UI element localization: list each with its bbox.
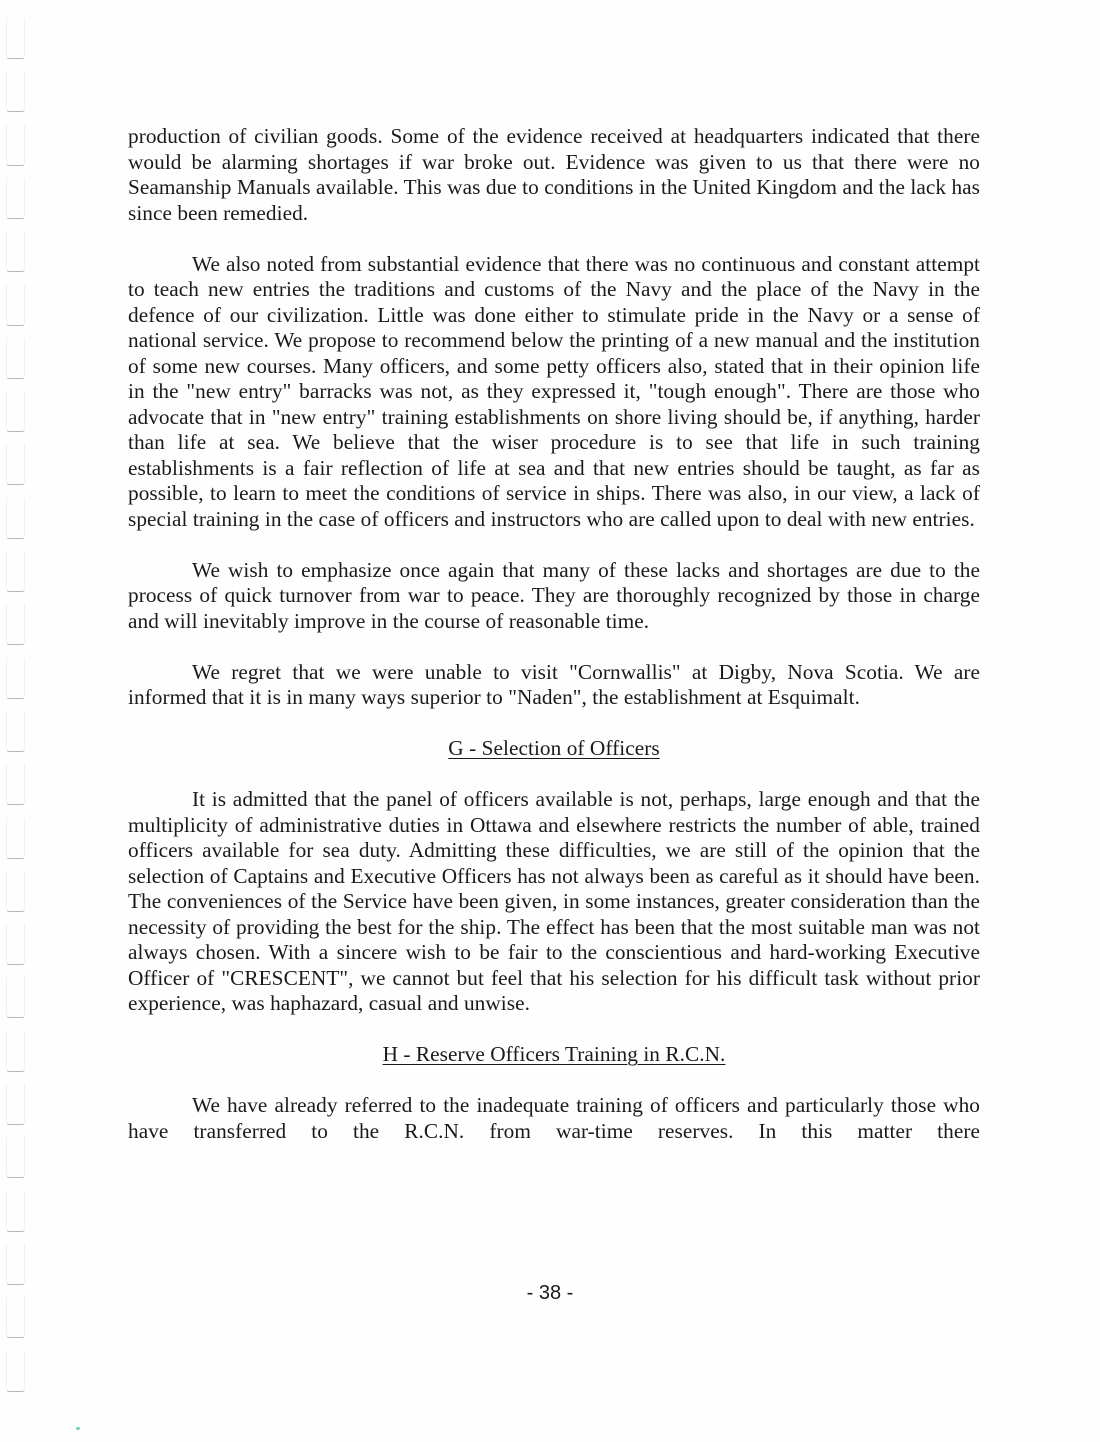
binder-hole-mark bbox=[6, 658, 25, 699]
binder-hole-mark bbox=[6, 871, 25, 912]
binder-hole-mark bbox=[6, 977, 25, 1018]
binder-hole-mark bbox=[6, 764, 25, 805]
page-number: - 38 - bbox=[526, 1282, 574, 1304]
binder-hole-mark bbox=[6, 711, 25, 752]
binder-hole-mark bbox=[6, 125, 25, 166]
paragraph-reserve-officers: We have already referred to the inadequate training of officers and particularly those who have transferred to the R.C.N. from war-time reserves. In this matter there bbox=[128, 1093, 980, 1143]
binder-hole-mark bbox=[6, 1191, 25, 1232]
binder-hole-mark bbox=[6, 1137, 25, 1178]
paragraph-selection-of-officers: It is admitted that the panel of officers available is not, perhaps, large enough and that the multiplicity of administrative duties in Ottawa and elsewhere restricts the number of able, trained officers available for sea duty. Admitting these difficulties, we are still of the opinion that the selection of Captains and Executive Officers has not always been as careful as it should have been. The conveniences of the Service have been given, in some instances, greater consideration than the necessity of providing the best for the ship. The effect has been that the most suitable man was not always chosen. With a sincere wish to be fair to the conscientious and hard-working Executive Officer of "CRESCENT", we cannot but feel that his selection for his difficult task without prior experience, was haphazard, casual and unwise. bbox=[128, 787, 980, 1015]
binder-hole-mark bbox=[6, 498, 25, 539]
binder-hole-mark bbox=[6, 1244, 25, 1285]
binder-hole-mark bbox=[6, 18, 25, 59]
binder-hole-mark bbox=[6, 1031, 25, 1072]
binder-hole-mark bbox=[6, 391, 25, 432]
paragraph-turnover: We wish to emphasize once again that many of these lacks and shortages are due to the process of quick turnover from war to peace. They are thoroughly recognized by those in charge and will inevitably improve in the course of reasonable time. bbox=[128, 557, 980, 633]
document-body bbox=[128, 124, 980, 1170]
paragraph-cornwallis: We regret that we were unable to visit "Cornwallis" at Digby, Nova Scotia. We are informed that it is in many ways superior to "Naden", the establishment at Esquimalt. bbox=[128, 659, 980, 709]
binder-hole-mark bbox=[6, 231, 25, 272]
binder-hole-mark bbox=[6, 551, 25, 592]
binder-hole-mark bbox=[6, 338, 25, 379]
binder-hole-mark bbox=[6, 178, 25, 219]
binder-hole-mark bbox=[6, 1351, 25, 1392]
binder-hole-mark bbox=[6, 924, 25, 965]
binder-hole-mark bbox=[6, 444, 25, 485]
scan-speck bbox=[76, 1427, 80, 1430]
paragraph-shortages: production of civilian goods. Some of the evidence received at headquarters indicated that there would be alarming shortages if war broke out. Evidence was given to us that there were no Seamanship Manuals available. This was due to conditions in the United Kingdom and the lack has since been remedied. bbox=[128, 124, 980, 225]
binder-hole-marks bbox=[6, 0, 26, 1442]
section-heading-h: H - Reserve Officers Training in R.C.N. bbox=[382, 1042, 726, 1066]
section-heading-g: G - Selection of Officers bbox=[448, 736, 660, 760]
binder-hole-mark bbox=[6, 818, 25, 859]
binder-hole-mark bbox=[6, 604, 25, 645]
binder-hole-mark bbox=[6, 285, 25, 326]
paragraph-traditions-training: We also noted from substantial evidence that there was no continuous and constant attempt to teach new entries the traditions and customs of the Navy and the place of the Navy in the defence of our civilization. Little was done either to stimulate pride in the Navy or a sense of national service. We propose to recommend below the printing of a new manual and the institution of some new courses. Many officers, and some petty officers also, stated that in their opinion life in the "new entry" barracks was not, as they expressed it, "tough enough". There are those who advocate that in "new entry" training establishments on shore living should be, if anything, harder than life at sea. We believe that the wiser procedure is to see that life in such training establishments is a fair reflection of life at sea and that new entries should be taught, as far as possible, to learn to meet the conditions of service in ships. There was also, in our view, a lack of special training in the case of officers and instructors who are called upon to deal with new entries. bbox=[128, 251, 980, 531]
binder-hole-mark bbox=[6, 71, 25, 112]
binder-hole-mark bbox=[6, 1084, 25, 1125]
